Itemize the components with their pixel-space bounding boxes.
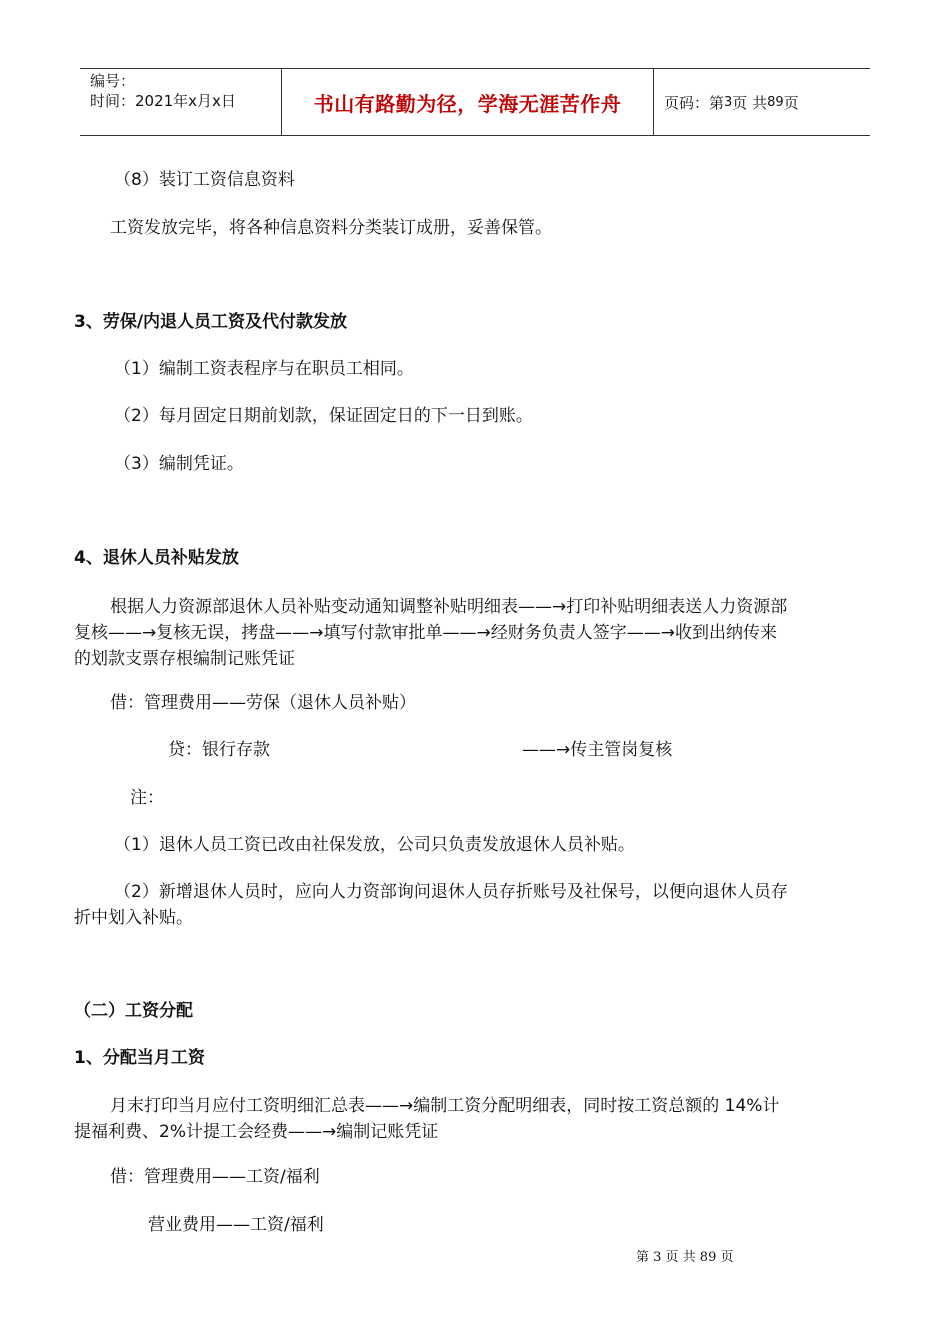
credit-entry: 贷：银行存款 <box>168 740 270 760</box>
paragraph-alloc-line-1: 月末打印当月应付工资明细汇总表——→编制工资分配明细表，同时按工资总额的 14%计 <box>110 1096 780 1116</box>
header-meta <box>80 69 282 135</box>
debit-entry-3: 营业费用——工资/福利 <box>148 1215 324 1235</box>
page-footer: 第 3 页 共 89 页 <box>636 1250 734 1265</box>
note-2-line-1: （2）新增退休人员时，应向人力资部询问退休人员存折账号及社保号，以便向退休人员存 <box>114 882 788 902</box>
document-header <box>80 68 870 136</box>
page-total: 89 <box>767 94 784 110</box>
note-label: 注： <box>130 788 164 808</box>
debit-entry-2: 借：管理费用——工资/福利 <box>110 1167 320 1187</box>
step-8-desc: 工资发放完毕，将各种信息资料分类装订成册，妥善保管。 <box>110 218 552 238</box>
date-label: 时间：2021年x月x日 <box>90 92 236 110</box>
header-motto: 书山有路勤为径，学海无涯苦作舟 <box>282 69 654 135</box>
page-mid: 页 共 <box>732 93 768 112</box>
note-1: （1）退休人员工资已改由社保发放，公司只负责发放退休人员补贴。 <box>114 835 635 855</box>
item-3-2: （2）每月固定日期前划款，保证固定日的下一日到账。 <box>114 406 533 426</box>
debit-entry: 借：管理费用——劳保（退休人员补贴） <box>110 693 416 713</box>
note-2-line-2: 折中划入补贴。 <box>74 908 193 928</box>
step-8: （8）装订工资信息资料 <box>114 170 295 190</box>
credit-entry-flow: ——→传主管岗复核 <box>522 740 673 760</box>
page-suffix: 页 <box>783 93 799 112</box>
paragraph-alloc-line-2: 提福利费、2%计提工会经费——→编制记账凭证 <box>74 1122 439 1142</box>
paragraph-flow-line-1: 根据人力资源部退休人员补贴变动通知调整补贴明细表——→打印补贴明细表送人力资源部 <box>110 597 788 617</box>
section-heading-2: （二）工资分配 <box>74 1001 193 1021</box>
item-3-1: （1）编制工资表程序与在职员工相同。 <box>114 359 414 379</box>
paragraph-flow-line-3: 的划款支票存根编制记账凭证 <box>74 649 295 669</box>
section-heading-4: 4、退休人员补贴发放 <box>74 548 239 568</box>
number-label: 编号： <box>90 72 136 90</box>
page-prefix: 页码：第 <box>664 93 725 112</box>
section-heading-3: 3、劳保/内退人员工资及代付款发放 <box>74 312 348 332</box>
header-page-info <box>654 69 870 135</box>
subsection-heading-1: 1、分配当月工资 <box>74 1048 205 1068</box>
item-3-3: （3）编制凭证。 <box>114 454 244 474</box>
paragraph-flow-line-2: 复核——→复核无误，拷盘——→填写付款审批单——→经财务负责人签字——→收到出纳传来 <box>74 623 777 643</box>
page-current: 3 <box>724 94 733 110</box>
